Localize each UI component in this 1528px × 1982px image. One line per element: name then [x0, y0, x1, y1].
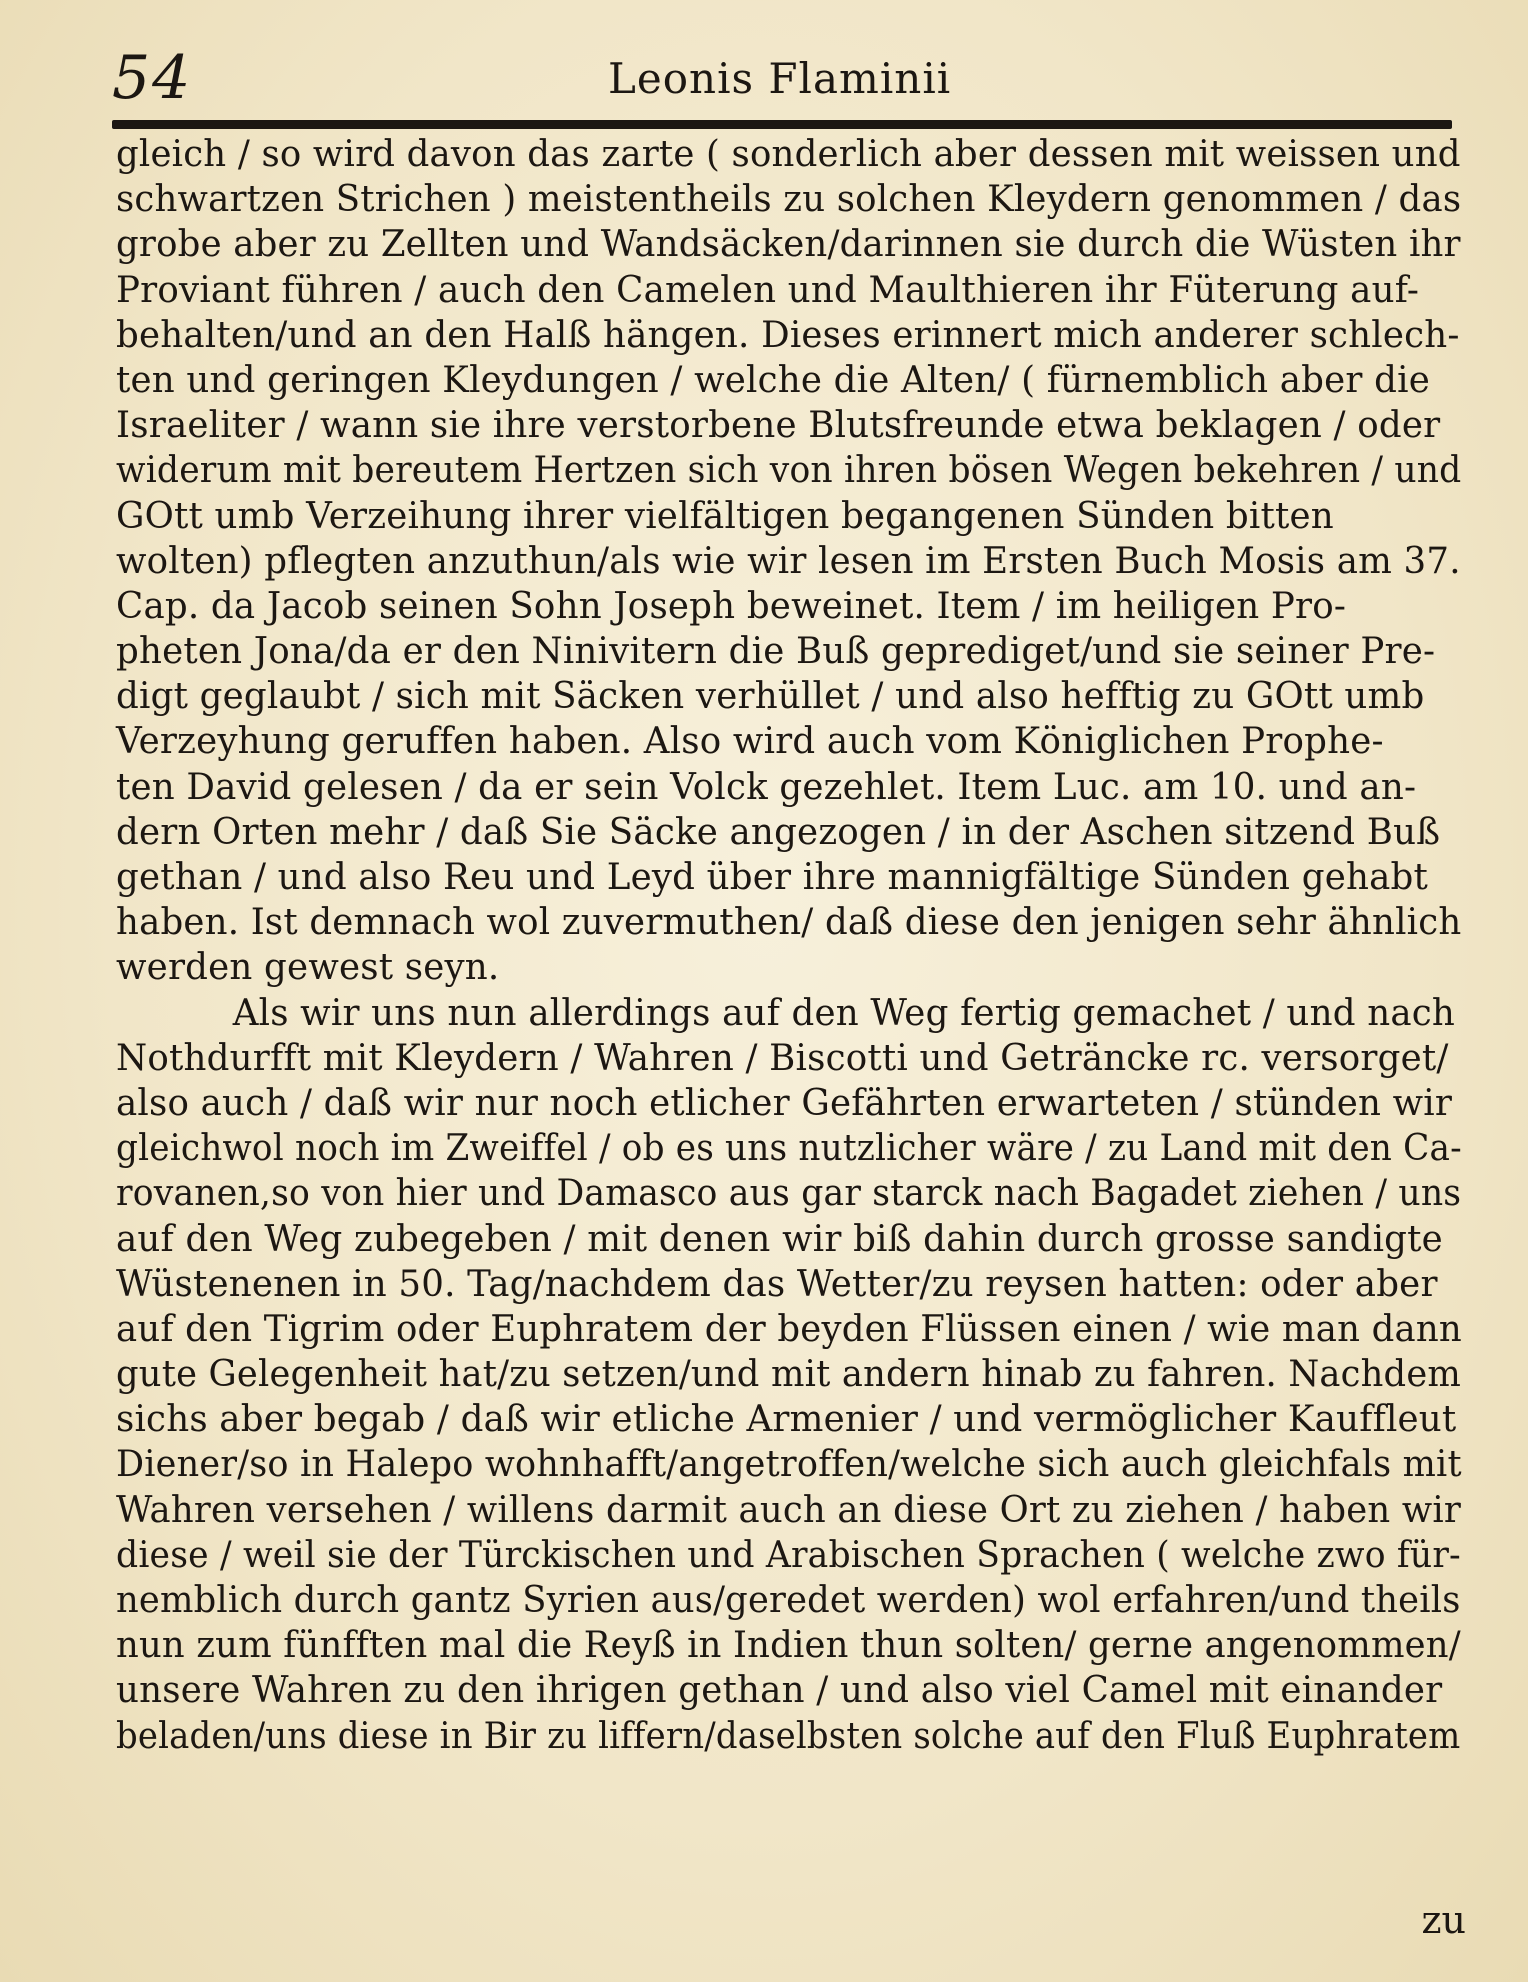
catchword: zu	[1421, 1898, 1466, 1942]
text-line: Diener/so in Halepo wohnhafft/angetroffen/welche sich auch gleichfals mit	[116, 1444, 1462, 1486]
text-line: Als wir uns nun allerdings auf den Weg fertig gemachet / und nach	[232, 992, 1456, 1034]
text-line: digt geglaubt / sich mit Säcken verhüllet / und also hefftig zu GOtt umb	[116, 676, 1425, 718]
text-line: GOtt umb Verzeihung ihrer vielfältigen begangenen Sünden bitten	[116, 495, 1334, 537]
text-line: grobe aber zu Zellten und Wandsäcken/darinnen sie durch die Wüsten ihr	[116, 224, 1461, 266]
text-line: wolten) pflegten anzuthun/als wie wir lesen im Ersten Buch Mosis am 37.	[116, 540, 1461, 582]
text-line: werden gewest seyn.	[116, 947, 500, 989]
text-line: nemblich durch gantz Syrien aus/geredet werden) wol erfahren/und theils	[116, 1580, 1461, 1621]
text-line: dern Orten mehr / daß Sie Säcke angezogen / in der Aschen sitzend Buß	[116, 811, 1441, 853]
text-line: ten und geringen Kleydungen / welche die Alten/ ( fürnemblich aber die	[116, 359, 1431, 401]
running-head: Leonis Flaminii	[608, 54, 952, 103]
text-line: Nothdurfft mit Kleydern / Wahren / Biscotti und Geträncke rc. versorget/	[116, 1037, 1449, 1079]
text-line: sichs aber begab / daß wir etliche Armenier / und vermöglicher Kauffleut	[116, 1399, 1457, 1441]
text-line: Proviant führen / auch den Camelen und Maulthieren ihr Füterung auf-	[116, 269, 1420, 311]
text-line: Cap. da Jacob seinen Sohn Joseph beweinet. Item / im heiligen Pro-	[116, 585, 1347, 627]
text-line: schwartzen Strichen ) meistentheils zu solchen Kleydern genommen / das	[116, 179, 1462, 221]
text-line: Verzeyhung geruffen haben. Also wird auch vom Königlichen Prophe-	[116, 721, 1384, 763]
text-line: ten David gelesen / da er sein Volck gezehlet. Item Luc. am 10. und an-	[116, 766, 1417, 808]
text-line: pheten Jona/da er den Ninivitern die Buß geprediget/und sie seiner Pre-	[116, 631, 1436, 673]
body-text	[116, 132, 1476, 1759]
text-line: unsere Wahren zu den ihrigen gethan / und also viel Camel mit einander	[116, 1670, 1443, 1712]
page-header	[108, 38, 1468, 118]
text-line: Wüstenenen in 50. Tag/nachdem das Wetter/zu reysen hatten: oder aber	[116, 1263, 1438, 1305]
text-line: gleichwol noch im Zweiffel / ob es uns nutzlicher wäre / zu Land mit den Ca-	[116, 1128, 1462, 1170]
text-line: Wahren versehen / willens darmit auch an diese Ort zu ziehen / haben wir	[116, 1489, 1462, 1531]
text-line: gethan / und also Reu und Leyd über ihre mannigfältige Sünden gehabt	[116, 857, 1429, 898]
text-line: widerum mit bereutem Hertzen sich von ihren bösen Wegen bekehren / und	[116, 450, 1462, 492]
text-line: auf den Tigrim oder Euphratem der beyden Flüssen einen / wie man dann	[116, 1308, 1462, 1350]
text-line: behalten/und an den Halß hängen. Dieses erinnert mich anderer schlech-	[116, 314, 1460, 356]
text-line: gleich / so wird davon das zarte ( sonderlich aber dessen mit weissen und	[116, 134, 1461, 175]
text-line: also auch / daß wir nur noch etlicher Gefährten erwarteten / stünden wir	[116, 1082, 1453, 1124]
text-line: gute Gelegenheit hat/zu setzen/und mit andern hinab zu fahren. Nachdem	[116, 1354, 1462, 1396]
text-line: nun zum fünfften mal die Reyß in Indien thun solten/ gerne angenommen/	[116, 1625, 1461, 1667]
text-line: auf den Weg zubegeben / mit denen wir biß dahin durch grosse sandigte	[116, 1218, 1443, 1260]
text-line: rovanen,so von hier und Damasco aus gar starck nach Bagadet ziehen / uns	[116, 1173, 1462, 1215]
text-line: diese / weil sie der Türckischen und Arabischen Sprachen ( welche zwo für-	[116, 1534, 1461, 1576]
text-line: beladen/uns diese in Bir zu liffern/daselbsten solche auf den Fluß Euphratem	[116, 1715, 1461, 1757]
text-line: Israeliter / wann sie ihre verstorbene Blutsfreunde etwa beklagen / oder	[116, 405, 1441, 447]
page-number: 54	[112, 43, 193, 113]
text-line: haben. Ist demnach wol zuvermuthen/ daß diese den jenigen sehr ähnlich	[116, 902, 1462, 944]
header-rule	[112, 120, 1452, 129]
